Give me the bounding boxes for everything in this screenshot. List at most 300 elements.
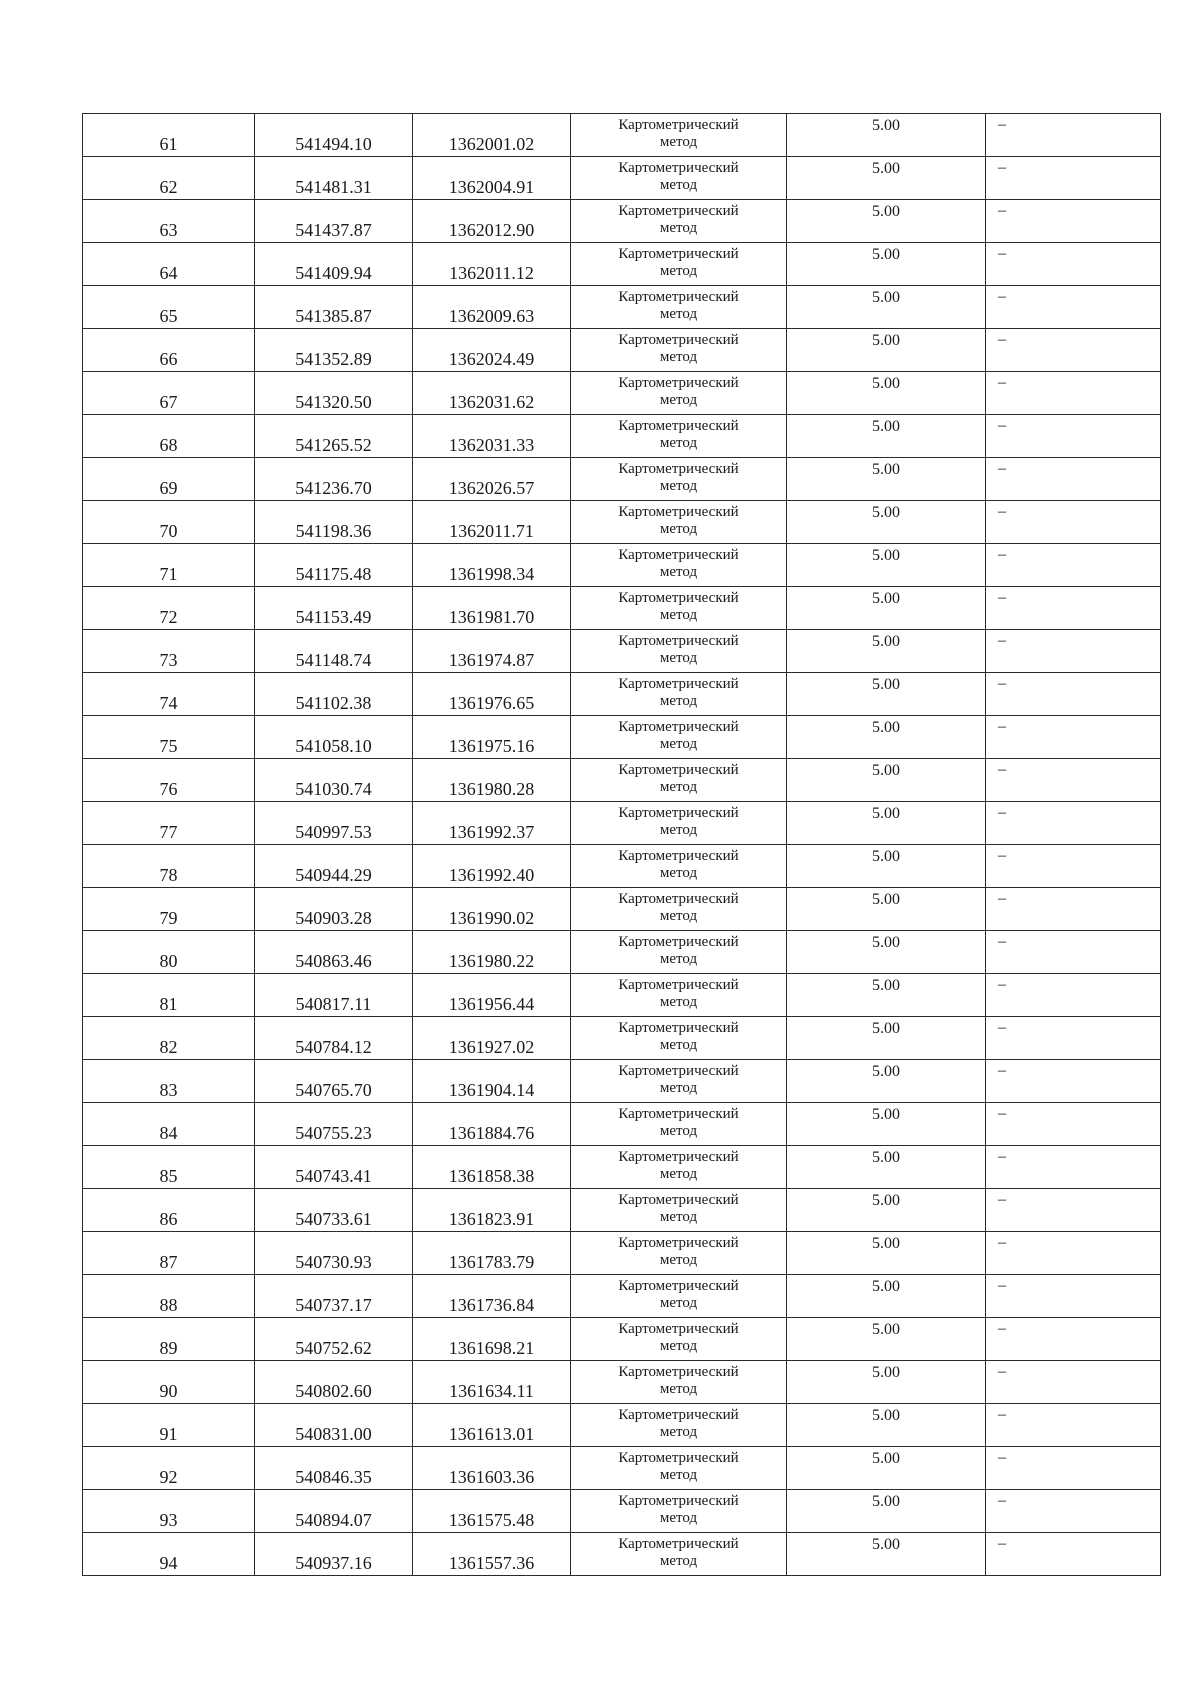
method-text [571,805,786,839]
y-coordinate: 1361992.37 [448,822,535,842]
method-line-1: Картометрический [618,1407,739,1423]
point-description: – [998,761,1006,778]
y-coordinate-cell [413,501,571,544]
method-cell [571,1017,787,1060]
x-coordinate: 541481.31 [295,177,372,197]
description-cell [986,329,1161,372]
method-line-1: Картометрический [618,1020,739,1036]
point-number-cell [83,415,255,458]
method-cell [571,673,787,716]
point-number-cell [83,1103,255,1146]
y-coordinate: 1361884.76 [448,1123,535,1143]
y-coordinate: 1362026.57 [448,478,535,498]
method-line-1: Картометрический [618,547,739,563]
method-text [571,1493,786,1527]
point-number: 66 [159,349,178,369]
y-coordinate-cell [413,415,571,458]
accuracy-cell [787,243,986,286]
point-description: – [998,589,1006,606]
point-number-cell [83,802,255,845]
method-line-1: Картометрический [618,332,739,348]
method-cell [571,802,787,845]
table-row [83,759,1161,802]
point-number-cell [83,1060,255,1103]
accuracy-value: 5.00 [872,1192,900,1209]
x-coordinate: 541058.10 [295,736,372,756]
x-coordinate: 540817.11 [295,994,372,1014]
x-coordinate: 541236.70 [295,478,372,498]
accuracy-cell [787,1318,986,1361]
y-coordinate-cell [413,200,571,243]
description-cell [986,1146,1161,1189]
x-coordinate-cell [255,415,413,458]
description-cell [986,1533,1161,1576]
method-line-2: метод [659,607,698,623]
description-cell [986,114,1161,157]
y-coordinate: 1362004.91 [448,177,535,197]
x-coordinate: 540755.23 [295,1123,372,1143]
accuracy-cell [787,372,986,415]
point-number-cell [83,1318,255,1361]
description-cell [986,415,1161,458]
point-number: 73 [159,650,178,670]
point-number-cell [83,200,255,243]
method-text [571,203,786,237]
y-coordinate: 1361992.40 [448,865,535,885]
table-row [83,1146,1161,1189]
point-number-cell [83,974,255,1017]
method-cell [571,716,787,759]
method-line-1: Картометрический [618,805,739,821]
method-cell [571,372,787,415]
y-coordinate: 1361634.11 [449,1381,534,1401]
y-coordinate-cell [413,544,571,587]
point-number-cell [83,1490,255,1533]
method-text [571,160,786,194]
accuracy-cell [787,1146,986,1189]
y-coordinate-cell [413,1103,571,1146]
accuracy-cell [787,544,986,587]
x-coordinate-cell [255,1103,413,1146]
accuracy-cell [787,587,986,630]
y-coordinate: 1362031.62 [448,392,535,412]
point-number-cell [83,243,255,286]
point-number: 63 [159,220,178,240]
table-row [83,716,1161,759]
description-cell [986,802,1161,845]
method-line-2: метод [659,478,698,494]
method-cell [571,114,787,157]
method-line-2: метод [659,1338,698,1354]
y-coordinate: 1361974.87 [448,650,535,670]
x-coordinate-cell [255,1447,413,1490]
point-description: – [998,374,1006,391]
point-description: – [998,1363,1006,1380]
x-coordinate-cell [255,630,413,673]
table-row [83,200,1161,243]
point-number: 61 [159,134,178,154]
method-line-2: метод [659,1166,698,1182]
method-text [571,375,786,409]
table-row [83,845,1161,888]
y-coordinate: 1361698.21 [448,1338,535,1358]
y-coordinate-cell [413,1189,571,1232]
accuracy-cell [787,1060,986,1103]
x-coordinate: 540903.28 [295,908,372,928]
table-row [83,630,1161,673]
table-row [83,458,1161,501]
y-coordinate-cell [413,1533,571,1576]
accuracy-value: 5.00 [872,676,900,693]
description-cell [986,1404,1161,1447]
accuracy-value: 5.00 [872,1321,900,1338]
method-line-2: метод [659,1252,698,1268]
x-coordinate: 540730.93 [295,1252,372,1272]
method-line-2: метод [659,564,698,580]
y-coordinate-cell [413,630,571,673]
table-row [83,1103,1161,1146]
point-number: 80 [159,951,178,971]
point-number-cell [83,1189,255,1232]
method-cell [571,1232,787,1275]
method-line-1: Картометрический [618,160,739,176]
x-coordinate: 540737.17 [295,1295,372,1315]
accuracy-value: 5.00 [872,590,900,607]
method-line-2: метод [659,908,698,924]
accuracy-cell [787,1447,986,1490]
point-number: 76 [159,779,178,799]
description-cell [986,200,1161,243]
table-row [83,1275,1161,1318]
point-number: 78 [159,865,178,885]
y-coordinate-cell [413,1404,571,1447]
point-number-cell [83,329,255,372]
description-cell [986,630,1161,673]
method-line-1: Картометрический [618,289,739,305]
x-coordinate: 540863.46 [295,951,372,971]
description-cell [986,931,1161,974]
method-text [571,1321,786,1355]
method-line-1: Картометрический [618,934,739,950]
point-number: 71 [159,564,178,584]
x-coordinate: 540784.12 [295,1037,372,1057]
point-description: – [998,1449,1006,1466]
point-description: – [998,116,1006,133]
x-coordinate: 541198.36 [295,521,372,541]
method-text [571,1063,786,1097]
point-number: 68 [159,435,178,455]
y-coordinate-cell [413,802,571,845]
table-row [83,974,1161,1017]
y-coordinate-cell [413,1146,571,1189]
y-coordinate: 1361575.48 [448,1510,535,1530]
y-coordinate-cell [413,673,571,716]
method-line-2: метод [659,1424,698,1440]
point-number-cell [83,458,255,501]
accuracy-value: 5.00 [872,246,900,263]
description-cell [986,157,1161,200]
y-coordinate: 1362011.12 [449,263,534,283]
method-cell [571,415,787,458]
accuracy-value: 5.00 [872,1020,900,1037]
y-coordinate: 1361783.79 [448,1252,535,1272]
x-coordinate-cell [255,243,413,286]
y-coordinate-cell [413,329,571,372]
x-coordinate: 540997.53 [295,822,372,842]
method-text [571,1020,786,1054]
accuracy-value: 5.00 [872,934,900,951]
accuracy-value: 5.00 [872,1235,900,1252]
method-line-1: Картометрический [618,1149,739,1165]
point-description: – [998,675,1006,692]
description-cell [986,1060,1161,1103]
x-coordinate-cell [255,1017,413,1060]
point-number-cell [83,845,255,888]
x-coordinate-cell [255,1318,413,1361]
x-coordinate-cell [255,716,413,759]
method-text [571,418,786,452]
method-text [571,289,786,323]
method-text [571,633,786,667]
method-text [571,977,786,1011]
accuracy-cell [787,1103,986,1146]
point-number-cell [83,372,255,415]
point-number-cell [83,1146,255,1189]
point-number-cell [83,1017,255,1060]
y-coordinate-cell [413,1060,571,1103]
method-line-2: метод [659,951,698,967]
point-description: – [998,460,1006,477]
method-cell [571,974,787,1017]
x-coordinate-cell [255,329,413,372]
point-number-cell [83,673,255,716]
method-line-2: метод [659,521,698,537]
table-row [83,931,1161,974]
method-line-1: Картометрический [618,676,739,692]
y-coordinate: 1362012.90 [448,220,535,240]
point-description: – [998,1277,1006,1294]
method-cell [571,845,787,888]
point-number: 84 [159,1123,178,1143]
point-description: – [998,1492,1006,1509]
x-coordinate-cell [255,114,413,157]
description-cell [986,243,1161,286]
method-line-1: Картометрический [618,461,739,477]
accuracy-value: 5.00 [872,1149,900,1166]
y-coordinate-cell [413,243,571,286]
point-number-cell [83,1404,255,1447]
point-description: – [998,159,1006,176]
point-number: 75 [159,736,178,756]
accuracy-cell [787,1232,986,1275]
point-description: – [998,331,1006,348]
method-text [571,246,786,280]
table-row [83,1447,1161,1490]
table-row [83,1318,1161,1361]
point-number: 90 [159,1381,178,1401]
method-line-1: Картометрический [618,1364,739,1380]
point-number: 82 [159,1037,178,1057]
accuracy-cell [787,114,986,157]
method-line-2: метод [659,1209,698,1225]
point-description: – [998,890,1006,907]
method-cell [571,243,787,286]
point-number-cell [83,1447,255,1490]
table-row [83,157,1161,200]
description-cell [986,501,1161,544]
y-coordinate: 1362024.49 [448,349,535,369]
method-line-2: метод [659,134,698,150]
method-cell [571,286,787,329]
accuracy-value: 5.00 [872,375,900,392]
point-number: 70 [159,521,178,541]
method-line-2: метод [659,1553,698,1569]
method-line-1: Картометрический [618,762,739,778]
accuracy-value: 5.00 [872,117,900,134]
accuracy-value: 5.00 [872,1407,900,1424]
y-coordinate: 1362009.63 [448,306,535,326]
x-coordinate-cell [255,544,413,587]
method-line-1: Картометрический [618,848,739,864]
point-number-cell [83,286,255,329]
y-coordinate-cell [413,1232,571,1275]
method-line-2: метод [659,994,698,1010]
method-line-1: Картометрический [618,1192,739,1208]
description-cell [986,1017,1161,1060]
accuracy-value: 5.00 [872,1278,900,1295]
x-coordinate: 540846.35 [295,1467,372,1487]
point-description: – [998,1535,1006,1552]
accuracy-value: 5.00 [872,1450,900,1467]
x-coordinate: 540944.29 [295,865,372,885]
point-number: 62 [159,177,178,197]
point-number-cell [83,587,255,630]
description-cell [986,845,1161,888]
description-cell [986,1361,1161,1404]
y-coordinate: 1361956.44 [448,994,535,1014]
y-coordinate-cell [413,458,571,501]
y-coordinate: 1361975.16 [448,736,535,756]
point-description: – [998,546,1006,563]
table-row [83,114,1161,157]
y-coordinate: 1361998.34 [448,564,535,584]
point-description: – [998,976,1006,993]
x-coordinate: 540733.61 [295,1209,372,1229]
description-cell [986,372,1161,415]
y-coordinate: 1361858.38 [448,1166,535,1186]
method-cell [571,1361,787,1404]
method-line-2: метод [659,736,698,752]
method-line-2: метод [659,1510,698,1526]
point-description: – [998,417,1006,434]
method-line-1: Картометрический [618,891,739,907]
x-coordinate: 541385.87 [295,306,372,326]
y-coordinate-cell [413,286,571,329]
accuracy-value: 5.00 [872,1364,900,1381]
accuracy-cell [787,458,986,501]
x-coordinate-cell [255,458,413,501]
point-description: – [998,933,1006,950]
method-cell [571,1447,787,1490]
accuracy-value: 5.00 [872,805,900,822]
point-number: 89 [159,1338,178,1358]
point-number-cell [83,931,255,974]
point-description: – [998,1406,1006,1423]
accuracy-value: 5.00 [872,332,900,349]
method-text [571,1235,786,1269]
point-number: 86 [159,1209,178,1229]
method-line-1: Картометрический [618,1063,739,1079]
method-cell [571,1404,787,1447]
coordinates-table-body [83,114,1161,1576]
table-row [83,501,1161,544]
x-coordinate-cell [255,888,413,931]
method-cell [571,759,787,802]
x-coordinate: 541437.87 [295,220,372,240]
x-coordinate-cell [255,1275,413,1318]
accuracy-cell [787,286,986,329]
point-description: – [998,1019,1006,1036]
table-row [83,243,1161,286]
x-coordinate: 540937.16 [295,1553,372,1573]
method-text [571,934,786,968]
accuracy-cell [787,1017,986,1060]
description-cell [986,1490,1161,1533]
method-text [571,1407,786,1441]
method-cell [571,157,787,200]
x-coordinate: 541148.74 [295,650,372,670]
point-number: 81 [159,994,178,1014]
point-description: – [998,503,1006,520]
method-line-2: метод [659,392,698,408]
y-coordinate-cell [413,716,571,759]
point-description: – [998,1191,1006,1208]
x-coordinate: 541320.50 [295,392,372,412]
point-number: 93 [159,1510,178,1530]
x-coordinate-cell [255,802,413,845]
x-coordinate-cell [255,1146,413,1189]
x-coordinate-cell [255,845,413,888]
description-cell [986,1189,1161,1232]
method-cell [571,329,787,372]
method-line-2: метод [659,779,698,795]
point-number: 65 [159,306,178,326]
point-number: 69 [159,478,178,498]
point-number: 72 [159,607,178,627]
point-number: 83 [159,1080,178,1100]
accuracy-cell [787,716,986,759]
method-line-1: Картометрический [618,1536,739,1552]
point-number: 94 [159,1553,178,1573]
method-text [571,891,786,925]
accuracy-cell [787,501,986,544]
y-coordinate-cell [413,974,571,1017]
x-coordinate-cell [255,974,413,1017]
description-cell [986,716,1161,759]
accuracy-cell [787,888,986,931]
table-row [83,372,1161,415]
x-coordinate-cell [255,1533,413,1576]
y-coordinate-cell [413,1318,571,1361]
method-cell [571,1146,787,1189]
point-number-cell [83,114,255,157]
method-line-2: метод [659,349,698,365]
description-cell [986,888,1161,931]
point-number-cell [83,1533,255,1576]
accuracy-value: 5.00 [872,418,900,435]
x-coordinate: 541265.52 [295,435,372,455]
method-text [571,848,786,882]
